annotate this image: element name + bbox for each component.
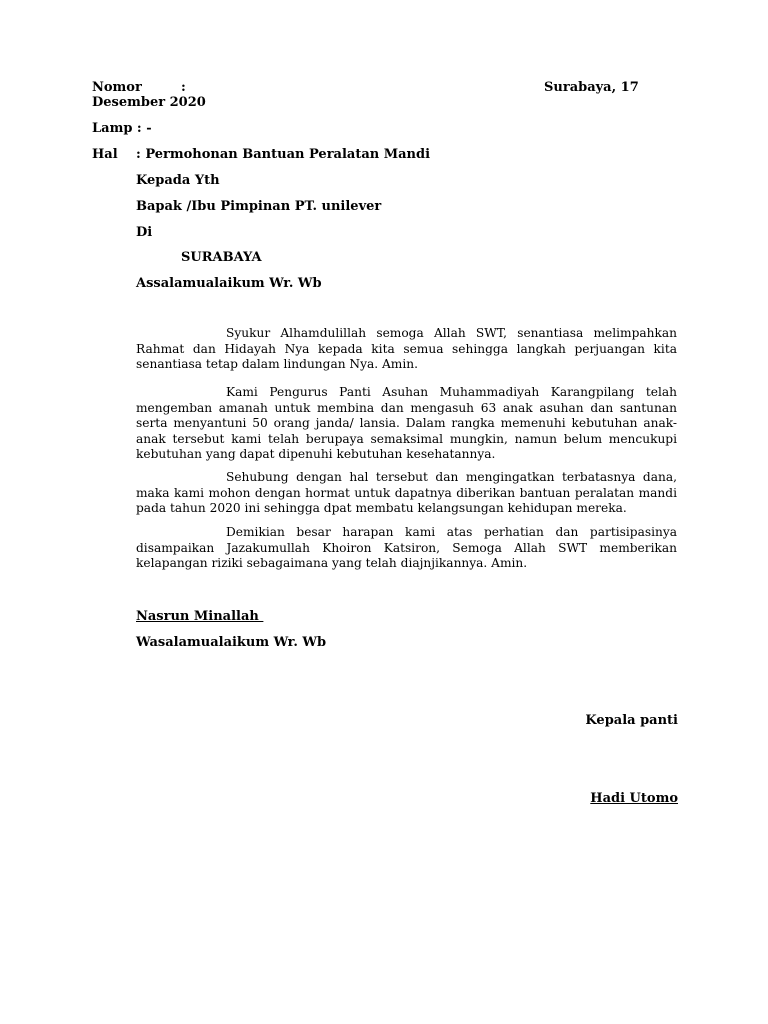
recipient-line-3: Di	[136, 225, 153, 240]
hal-label: Hal	[92, 147, 118, 162]
recipient-line-2: Bapak /Ibu Pimpinan PT. unilever	[136, 199, 382, 214]
body-paragraph-2: Kami Pengurus Panti Asuhan Muhammadiyah Karangpilang telah mengemban amanah untuk membina dan mengasuh 63 anak asuhan dan santunan serta menyantuni 50 orang janda/ lansia. Dalam rangka memenuhi kebutuhan anak-anak tersebut kami telah berupaya semaksimal mungkin, namun belum mencukupi kebutuhan yang dapat dipenuhi kebutuhan kesehatannya.	[136, 385, 677, 461]
signature-title: Kepala panti	[585, 713, 678, 728]
body-paragraph-4: Demikian besar harapan kami atas perhatian dan partisipasinya disampaikan Jazakumullah Khoiron Katsiron, Semoga Allah SWT memberikan kelapangan riziki sebagaimana yang telah diajnjikannya. Amin.	[136, 525, 677, 570]
closing-wasalam: Wasalamualaikum Wr. Wb	[136, 635, 327, 650]
place-date-continued: Desember 2020	[92, 95, 206, 110]
hal-value: : Permohonan Bantuan Peralatan Mandi	[136, 147, 431, 162]
salutation: Assalamualaikum Wr. Wb	[136, 276, 322, 291]
nomor-colon: :	[181, 80, 186, 95]
lamp-line: Lamp : -	[92, 121, 152, 136]
nomor-label: Nomor	[92, 80, 142, 95]
recipient-line-1: Kepada Yth	[136, 173, 220, 188]
recipient-city: SURABAYA	[181, 250, 262, 265]
closing-nasrun: Nasrun Minallah	[136, 609, 264, 624]
body-paragraph-3: Sehubung dengan hal tersebut dan mengingatkan terbatasnya dana, maka kami mohon dengan hormat untuk dapatnya diberikan bantuan peralatan mandi pada tahun 2020 ini sehingga dpat membatu kelangsungan kehidupan mereka.	[136, 470, 677, 515]
body-paragraph-1: Syukur Alhamdulillah semoga Allah SWT, senantiasa melimpahkan Rahmat dan Hidayah Nya kepada kita semua sehingga langkah perjuangan kita senantiasa tetap dalam lindungan Nya. Amin.	[136, 326, 677, 371]
signature-name: Hadi Utomo	[590, 791, 678, 806]
place-date: Surabaya, 17	[544, 80, 639, 95]
